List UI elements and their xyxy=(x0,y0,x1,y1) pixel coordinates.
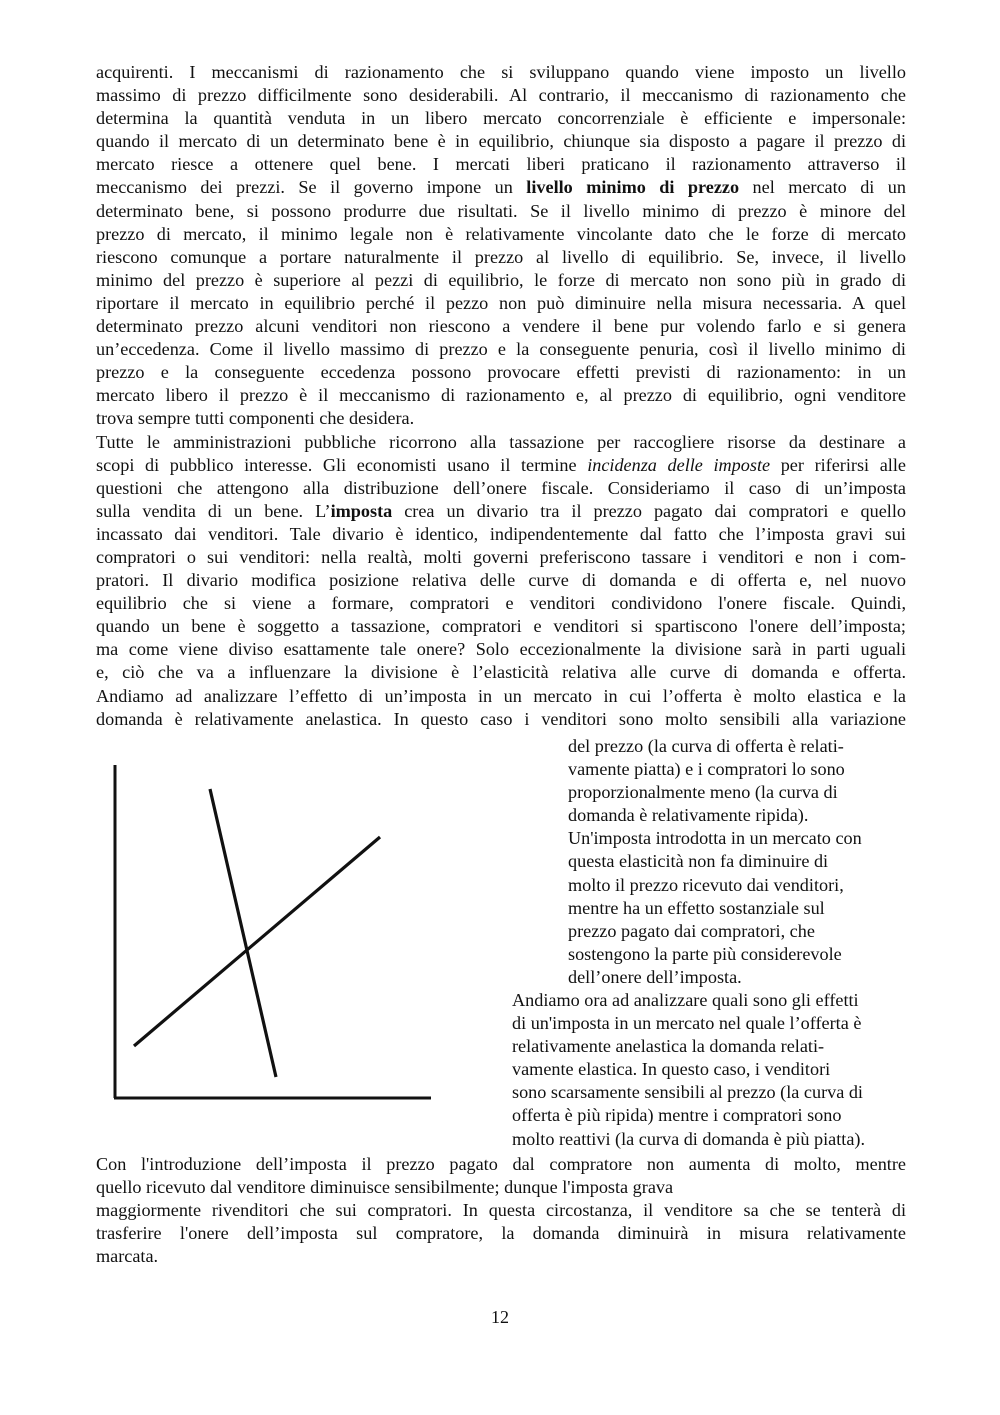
page-number: 12 xyxy=(491,1307,509,1327)
text-line: vamente elastica. In questo caso, i venditori xyxy=(512,1059,831,1080)
text-line: trova sempre tutti componenti che desidera. xyxy=(96,408,415,429)
text-line: mercato riesce a ottenere quel bene. I mercati liberi praticano il razionamento attraverso il xyxy=(96,154,906,175)
body-text-right-column-2 xyxy=(512,989,904,1151)
bold-term-livello-minimo: livello minimo di prezzo xyxy=(526,177,740,198)
text-line-with-bold xyxy=(96,176,906,199)
text-line: determinato bene, si possono produrre due risultati. Se il livello minimo di prezzo è minore del xyxy=(96,200,906,221)
text-line: minimo del prezzo è superiore al pezzi di equilibrio, le forze di mercato non sono più in grado di xyxy=(96,269,906,290)
text-line: quando il mercato di un determinato bene è in equilibrio, chiunque sia disposto a pagare il prezzo di xyxy=(96,131,906,152)
text-line: offerta è più ripida) mentre i compratori sono xyxy=(512,1105,842,1126)
text-line: domanda è relativamente anelastica. In questo caso i venditori sono molto sensibili alla variazione xyxy=(96,708,906,729)
text-line: vamente piatta) e i compratori lo sono xyxy=(568,759,845,780)
body-text-bottom xyxy=(96,1153,906,1268)
text-line: prezzo di mercato, il minimo legale non è relativamente vincolante dato che le forze di mercato xyxy=(96,223,906,244)
text-segment: sulla vendita di un bene. L’ xyxy=(96,500,331,521)
text-line: proporzionalmente meno (la curva di xyxy=(568,782,838,803)
text-line: mentre ha un effetto sostanziale sul xyxy=(568,897,825,918)
bold-term-imposta: imposta xyxy=(330,500,393,521)
text-line: questa elasticità non fa diminuire di xyxy=(568,851,829,872)
text-line-with-italic xyxy=(96,454,906,477)
text-line: sostengono la parte più considerevole xyxy=(568,943,842,964)
text-segment: crea un divario tra il prezzo pagato dai compratori e quello xyxy=(392,500,906,521)
text-line: prezzo pagato dai compratori, che xyxy=(568,920,815,941)
text-line: Tutte le amministrazioni pubbliche ricorrono alla tassazione per raccogliere risorse da destinare a xyxy=(96,431,906,452)
text-line: relativamente anelastica la domanda relati- xyxy=(512,1036,825,1057)
body-text-right-column-1 xyxy=(568,735,901,989)
text-line: determinato prezzo alcuni venditori non riescono a vendere il bene pur volendo farlo e si genera xyxy=(96,316,906,337)
text-line: sono scarsamente sensibili al prezzo (la curva di xyxy=(512,1082,863,1103)
text-segment: meccanismo dei prezzi. Se il governo impone un xyxy=(96,177,527,198)
body-text-top xyxy=(96,61,906,731)
text-line: domanda è relativamente ripida). xyxy=(568,805,809,826)
text-line: maggiormente rivenditori che sui compratori. In questa circostanza, il venditore sa che se tenterà di xyxy=(96,1200,906,1221)
text-line: questioni che attengono alla distribuzione dell’onere fiscale. Consideriamo il caso di un’imposta xyxy=(96,477,906,498)
supply-demand-figure xyxy=(100,755,440,1105)
text-segment: scopi di pubblico interesse. Gli economisti usano il termine xyxy=(96,454,588,475)
supply-curve-flat xyxy=(134,837,380,1046)
text-line: Andiamo ora ad analizzare quali sono gli effetti xyxy=(512,990,859,1010)
text-line: determina la quantità venduta in un libero mercato concorrenziale è efficiente e impersonale: xyxy=(96,108,906,129)
text-line: di un'imposta in un mercato nel quale l’offerta è xyxy=(512,1013,862,1034)
text-line: compratori o sui venditori: nella realtà, molti governi preferiscono tassare i venditori e non i com- xyxy=(96,546,906,567)
text-line: un’eccedenza. Come il livello massimo di prezzo e la conseguente penuria, così il livello minimo di xyxy=(96,339,906,360)
text-line: molto il prezzo ricevuto dai venditori, xyxy=(568,874,844,895)
text-line: quando un bene è soggetto a tassazione, compratori e venditori si spartiscono l'onere dell’imposta; xyxy=(96,616,906,637)
text-line: Un'imposta introdotta in un mercato con xyxy=(568,828,862,849)
text-line: marcata. xyxy=(96,1246,159,1267)
text-line: quello ricevuto dal venditore diminuisce sensibilmente; dunque l'imposta grava xyxy=(96,1177,674,1198)
text-line-with-bold xyxy=(96,500,906,523)
text-line: mercato libero il prezzo è il meccanismo di razionamento e, al prezzo di equilibrio, ogni venditore xyxy=(96,385,906,406)
text-line: incassato dai venditori. Tale divario è identico, indipendentemente dal fatto che l’imposta gravi sui xyxy=(96,523,906,544)
italic-term-incidenza: incidenza delle imposte xyxy=(587,454,771,475)
text-line: ma come viene diviso esattamente tale onere? Solo eccezionalmente la divisione sarà in parti uguali xyxy=(96,639,906,660)
text-line: trasferire l'onere dell’imposta sul compratore, la domanda diminuirà in misura relativamente xyxy=(96,1223,906,1244)
text-line: e, ciò che va a influenzare la divisione è l’elasticità relativa alle curve di domanda e offerta. xyxy=(96,662,906,683)
text-line: equilibrio che si viene a formare, compratori e venditori condividono l'onere fiscale. Quindi, xyxy=(96,593,906,614)
text-line: massimo di prezzo difficilmente sono desiderabili. Al contrario, il meccanismo di razionamento che xyxy=(96,85,906,106)
text-line: riescono comunque a portare naturalmente il prezzo al livello di equilibrio. Se, invece, il livello xyxy=(96,246,906,267)
text-line: riportare il mercato in equilibrio perché il pezzo non può diminuire nella misura necessaria. A quel xyxy=(96,292,906,313)
text-line: Con l'introduzione dell’imposta il prezzo pagato dal compratore non aumenta di molto, mentre xyxy=(96,1154,906,1174)
text-line: dell’onere dell’imposta. xyxy=(568,966,742,987)
text-line: del prezzo (la curva di offerta è relati- xyxy=(568,736,844,756)
text-line: Andiamo ad analizzare l’effetto di un’imposta in un mercato in cui l’offerta è molto elastica e la xyxy=(96,685,906,706)
text-segment: per riferirsi alle xyxy=(770,454,906,475)
text-line: pratori. Il divario modifica posizione relativa delle curve di domanda e di offerta e, nel nuovo xyxy=(96,570,906,591)
text-segment: nel mercato di un xyxy=(739,177,906,198)
text-line: prezzo e la conseguente eccedenza possono provocare effetti previsti di razionamento: in un xyxy=(96,362,906,383)
text-line: molto reattivi (la curva di domanda è più piatta). xyxy=(512,1128,866,1149)
text-line: acquirenti. I meccanismi di razionamento che si sviluppano quando viene imposto un livello xyxy=(96,62,906,82)
